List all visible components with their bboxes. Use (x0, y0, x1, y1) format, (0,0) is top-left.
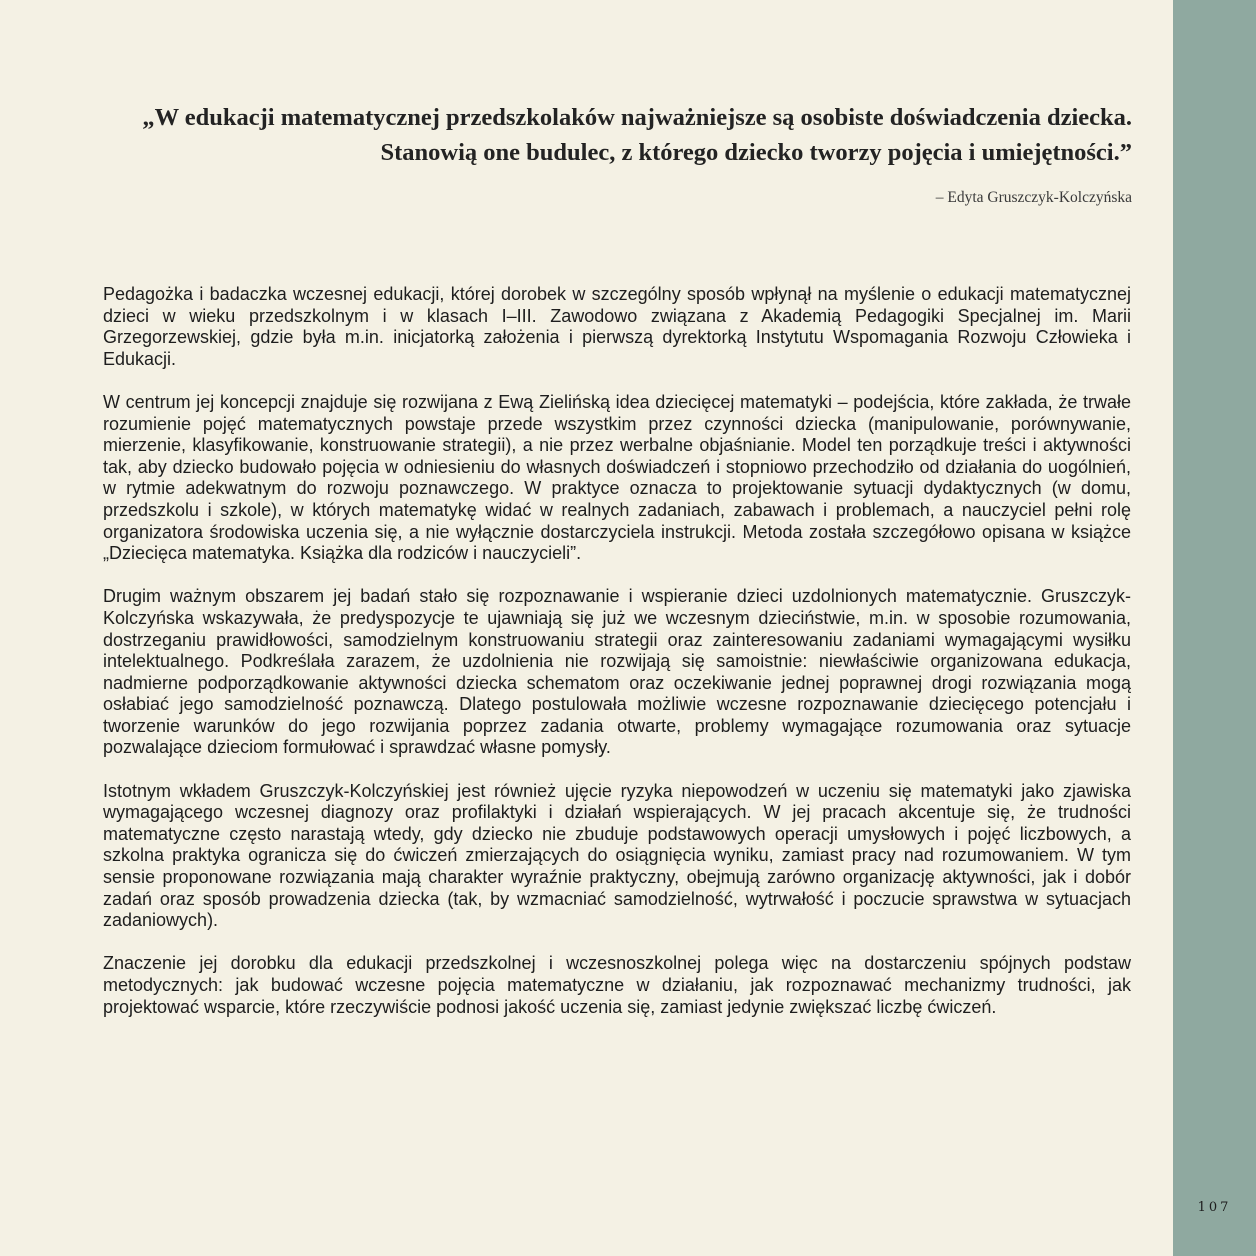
quote-line-1: „W edukacji matematycznej przedszkolaków najważniejsze są osobiste doświadczenia dziecka. (142, 104, 1132, 131)
side-color-band (1173, 0, 1256, 1256)
paragraph: Drugim ważnym obszarem jej badań stało się rozpoznawanie i wspieranie dzieci uzdolnionych matematycznie. Gruszczyk-Kolczyńska wskazywała, że predyspozycje te ujawniają się już we wczesnym dzieciństwie, m.in. w sposobie rozumowania, dostrzeganiu prawidłowości, samodzielnym konstruowaniu strategii oraz zainteresowaniu zadaniami wymagającymi wysiłku intelektualnego. Podkreślała zarazem, że uzdolnienia nie rozwijają się samoistnie: niewłaściwie organizowana edukacja, nadmierne podporządkowanie aktywności dziecka schematom oraz oczekiwanie jednej poprawnej drogi rozwiązania mogą osłabiać jego samodzielność poznawczą. Dlatego postulowała możliwie wczesne rozpoznawanie dziecięcego potencjału i tworzenie warunków do jego rozwijania poprzez zadania otwarte, problemy wymagające rozumowania oraz sytuacje pozwalające dzieciom formułować i sprawdzać własne pomysły. (103, 586, 1131, 758)
article-body (103, 284, 1131, 1040)
quote-attribution: – Edyta Gruszczyk-Kolczyńska (935, 189, 1132, 206)
quote-line-2: Stanowią one budulec, z którego dziecko tworzy pojęcia i umiejętności.” (380, 139, 1132, 166)
paragraph: Istotnym wkładem Gruszczyk-Kolczyńskiej jest również ujęcie ryzyka niepowodzeń w uczeniu się matematyki jako zjawiska wymagającego wczesnej diagnozy oraz profilaktyki i działań wspierających. W jej pracach akcentuje się, że trudności matematyczne często narastają wtedy, gdy dziecko nie zbuduje podstawowych operacji umysłowych i pojęć liczbowych, a szkolna praktyka ogranicza się do ćwiczeń zmierzających do osiągnięcia wyniku, zamiast pracy nad rozumowaniem. W tym sensie proponowane rozwiązania mają charakter wyraźnie praktyczny, obejmują zarówno organizację aktywności, jak i dobór zadań oraz sposób prowadzenia dziecka (tak, by wzmacniać samodzielność, wytrwałość i poczucie sprawstwa w sytuacjach zadaniowych). (103, 780, 1131, 931)
paragraph: Znaczenie jej dorobku dla edukacji przedszkolnej i wczesnoszkolnej polega więc na dostarczeniu spójnych podstaw metodycznych: jak budować wczesne pojęcia matematyczne w działaniu, jak rozpoznawać mechanizmy trudności, jak projektować wsparcie, które rzeczywiście podnosi jakość uczenia się, zamiast jedynie zwiększać liczbę ćwiczeń. (103, 953, 1131, 1017)
epigraph-quote (120, 100, 1132, 170)
paragraph: Pedagożka i badaczka wczesnej edukacji, której dorobek w szczególny sposób wpłynął na myślenie o edukacji matematycznej dzieci w wieku przedszkolnym i w klasach I–III. Zawodowo związana z Akademią Pedagogiki Specjalnej im. Marii Grzegorzewskiej, gdzie była m.in. inicjatorką założenia i pierwszą dyrektorką Instytutu Wspomagania Rozwoju Człowieka i Edukacji. (103, 284, 1131, 369)
page-number: 107 (1197, 1200, 1232, 1215)
paragraph: W centrum jej koncepcji znajduje się rozwijana z Ewą Zielińską idea dziecięcej matematyki – podejścia, które zakłada, że trwałe rozumienie pojęć matematycznych powstaje przede wszystkim przez czynności dziecka (manipulowanie, porównywanie, mierzenie, klasyfikowanie, konstruowanie strategii), a nie przez werbalne objaśnianie. Model ten porządkuje treści i aktywności tak, aby dziecko budowało pojęcia w odniesieniu do własnych doświadczeń i stopniowo przechodziło od działania do uogólnień, w rytmie adekwatnym do rozwoju poznawczego. W praktyce oznacza to projektowanie sytuacji dydaktycznych (w domu, przedszkolu i szkole), w których matematykę widać w realnych zadaniach, zabawach i problemach, a nauczyciel pełni rolę organizatora środowiska uczenia się, a nie wyłącznie dostarczyciela instrukcji. Metoda została szczegółowo opisana w książce „Dziecięca matematyka. Książka dla rodziców i nauczycieli”. (103, 391, 1131, 564)
